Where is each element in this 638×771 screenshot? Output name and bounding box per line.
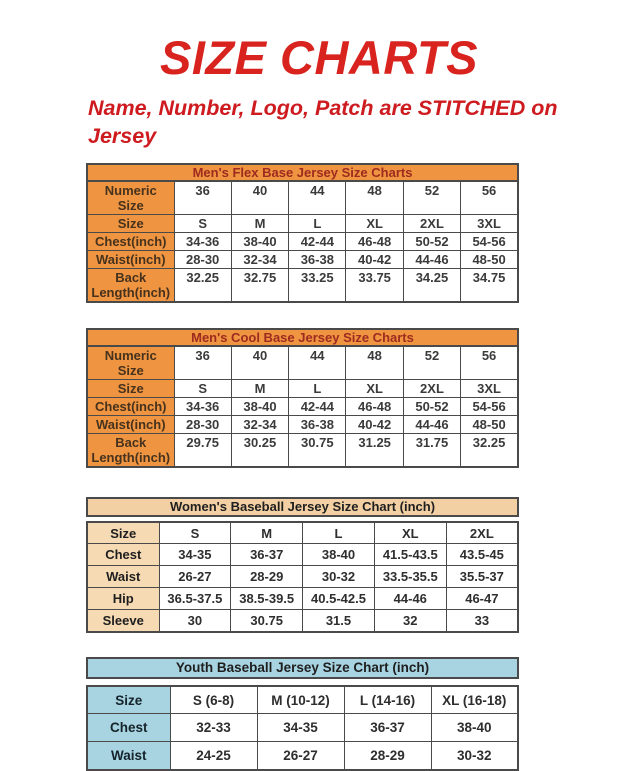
cell-value: 28-29 — [231, 566, 303, 588]
size-tables-container — [86, 163, 519, 771]
cell-value: 32.25 — [174, 268, 231, 302]
cell-value: XL (16-18) — [431, 686, 518, 714]
row-label: Size — [87, 522, 159, 544]
cell-value: 48 — [346, 181, 403, 215]
row-label: Waist — [87, 566, 159, 588]
cell-value: 48-50 — [461, 250, 518, 268]
cell-value: 40-42 — [346, 415, 403, 433]
table-row — [87, 214, 518, 232]
table-title-womens: Women's Baseball Jersey Size Chart (inch) — [86, 497, 519, 517]
size-table-mens-cool — [86, 328, 519, 468]
cell-value: XL — [374, 522, 446, 544]
cell-value: 42-44 — [289, 397, 346, 415]
cell-value: 48-50 — [461, 415, 518, 433]
table-grid-womens — [86, 521, 519, 633]
cell-value: 40 — [231, 346, 288, 380]
cell-value: 24-25 — [170, 742, 257, 770]
cell-value: 40 — [231, 181, 288, 215]
cell-value: 43.5-45 — [446, 544, 518, 566]
table-row — [87, 268, 518, 302]
table-row — [87, 232, 518, 250]
cell-value: 54-56 — [461, 397, 518, 415]
cell-value: 50-52 — [403, 232, 460, 250]
cell-value: 2XL — [446, 522, 518, 544]
cell-value: 36 — [174, 346, 231, 380]
cell-value: 30.75 — [289, 433, 346, 467]
row-label: Chest — [87, 714, 170, 742]
cell-value: 44-46 — [403, 250, 460, 268]
table-row — [87, 250, 518, 268]
cell-value: 44 — [289, 181, 346, 215]
cell-value: 32 — [374, 610, 446, 632]
cell-value: L (14-16) — [344, 686, 431, 714]
row-label: Numeric Size — [87, 181, 174, 215]
table-title-youth: Youth Baseball Jersey Size Chart (inch) — [86, 657, 519, 679]
cell-value: 36-38 — [289, 250, 346, 268]
cell-value: M — [231, 214, 288, 232]
table-row — [87, 415, 518, 433]
cell-value: 36-37 — [231, 544, 303, 566]
cell-value: XL — [346, 214, 403, 232]
table-row — [87, 588, 518, 610]
cell-value: 33.25 — [289, 268, 346, 302]
cell-value: 34-35 — [159, 544, 231, 566]
cell-value: S — [174, 214, 231, 232]
cell-value: 30 — [159, 610, 231, 632]
row-label: Chest — [87, 544, 159, 566]
cell-value: 33 — [446, 610, 518, 632]
cell-value: 34-36 — [174, 397, 231, 415]
cell-value: 46-48 — [346, 232, 403, 250]
row-label: Hip — [87, 588, 159, 610]
row-label: Waist — [87, 742, 170, 770]
table-grid-youth — [86, 685, 519, 771]
row-label: Waist(inch) — [87, 250, 174, 268]
cell-value: 32-33 — [170, 714, 257, 742]
page-subtitle: Name, Number, Logo, Patch are STITCHED on Jersey — [88, 96, 558, 149]
cell-value: 56 — [461, 346, 518, 380]
cell-value: 30.75 — [231, 610, 303, 632]
cell-value: 50-52 — [403, 397, 460, 415]
table-row — [87, 544, 518, 566]
cell-value: S — [159, 522, 231, 544]
cell-value: 38-40 — [231, 397, 288, 415]
row-label: Chest(inch) — [87, 397, 174, 415]
row-label: Back Length(inch) — [87, 268, 174, 302]
size-table-mens-flex — [86, 163, 519, 303]
cell-value: 46-48 — [346, 397, 403, 415]
cell-value: 33.75 — [346, 268, 403, 302]
cell-value: 46-47 — [446, 588, 518, 610]
cell-value: 34-35 — [257, 714, 344, 742]
table-row — [87, 379, 518, 397]
cell-value: 32-34 — [231, 415, 288, 433]
table-row — [87, 397, 518, 415]
cell-value: 32-34 — [231, 250, 288, 268]
cell-value: 32.25 — [461, 433, 518, 467]
cell-value: 54-56 — [461, 232, 518, 250]
table-row — [87, 346, 518, 380]
table-row — [87, 433, 518, 467]
cell-value: 30.25 — [231, 433, 288, 467]
cell-value: M (10-12) — [257, 686, 344, 714]
cell-value: 35.5-37 — [446, 566, 518, 588]
table-grid-mens-cool — [86, 345, 519, 468]
cell-value: 36-37 — [344, 714, 431, 742]
cell-value: 41.5-43.5 — [374, 544, 446, 566]
cell-value: 32.75 — [231, 268, 288, 302]
row-label: Waist(inch) — [87, 415, 174, 433]
cell-value: 48 — [346, 346, 403, 380]
cell-value: L — [303, 522, 375, 544]
cell-value: 26-27 — [159, 566, 231, 588]
table-row — [87, 742, 518, 770]
cell-value: 38.5-39.5 — [231, 588, 303, 610]
cell-value: 28-30 — [174, 250, 231, 268]
cell-value: 44 — [289, 346, 346, 380]
row-label: Back Length(inch) — [87, 433, 174, 467]
cell-value: 33.5-35.5 — [374, 566, 446, 588]
table-row — [87, 566, 518, 588]
cell-value: 44-46 — [403, 415, 460, 433]
size-table-youth — [86, 657, 519, 771]
table-grid-mens-flex — [86, 180, 519, 303]
cell-value: 36.5-37.5 — [159, 588, 231, 610]
cell-value: 3XL — [461, 214, 518, 232]
cell-value: 2XL — [403, 379, 460, 397]
table-row — [87, 714, 518, 742]
cell-value: 28-30 — [174, 415, 231, 433]
table-row — [87, 522, 518, 544]
cell-value: 29.75 — [174, 433, 231, 467]
cell-value: M — [231, 522, 303, 544]
row-label: Size — [87, 686, 170, 714]
cell-value: 3XL — [461, 379, 518, 397]
cell-value: 34.25 — [403, 268, 460, 302]
page-title: SIZE CHARTS — [160, 31, 478, 84]
cell-value: 38-40 — [231, 232, 288, 250]
row-label: Chest(inch) — [87, 232, 174, 250]
cell-value: M — [231, 379, 288, 397]
cell-value: 31.75 — [403, 433, 460, 467]
cell-value: 30-32 — [303, 566, 375, 588]
table-title-mens-flex: Men's Flex Base Jersey Size Charts — [86, 163, 519, 180]
cell-value: 52 — [403, 346, 460, 380]
cell-value: 28-29 — [344, 742, 431, 770]
cell-value: 26-27 — [257, 742, 344, 770]
cell-value: 34.75 — [461, 268, 518, 302]
cell-value: 31.5 — [303, 610, 375, 632]
cell-value: 52 — [403, 181, 460, 215]
table-row — [87, 686, 518, 714]
table-title-mens-cool: Men's Cool Base Jersey Size Charts — [86, 328, 519, 345]
cell-value: 40.5-42.5 — [303, 588, 375, 610]
row-label: Numeric Size — [87, 346, 174, 380]
row-label: Size — [87, 379, 174, 397]
row-label: Sleeve — [87, 610, 159, 632]
cell-value: L — [289, 379, 346, 397]
cell-value: S — [174, 379, 231, 397]
cell-value: 56 — [461, 181, 518, 215]
cell-value: 40-42 — [346, 250, 403, 268]
size-table-womens — [86, 497, 519, 633]
table-row — [87, 181, 518, 215]
cell-value: 31.25 — [346, 433, 403, 467]
row-label: Size — [87, 214, 174, 232]
cell-value: XL — [346, 379, 403, 397]
cell-value: 36 — [174, 181, 231, 215]
cell-value: 36-38 — [289, 415, 346, 433]
cell-value: 38-40 — [431, 714, 518, 742]
cell-value: 44-46 — [374, 588, 446, 610]
cell-value: L — [289, 214, 346, 232]
cell-value: 30-32 — [431, 742, 518, 770]
cell-value: S (6-8) — [170, 686, 257, 714]
cell-value: 2XL — [403, 214, 460, 232]
cell-value: 42-44 — [289, 232, 346, 250]
table-row — [87, 610, 518, 632]
cell-value: 38-40 — [303, 544, 375, 566]
cell-value: 34-36 — [174, 232, 231, 250]
